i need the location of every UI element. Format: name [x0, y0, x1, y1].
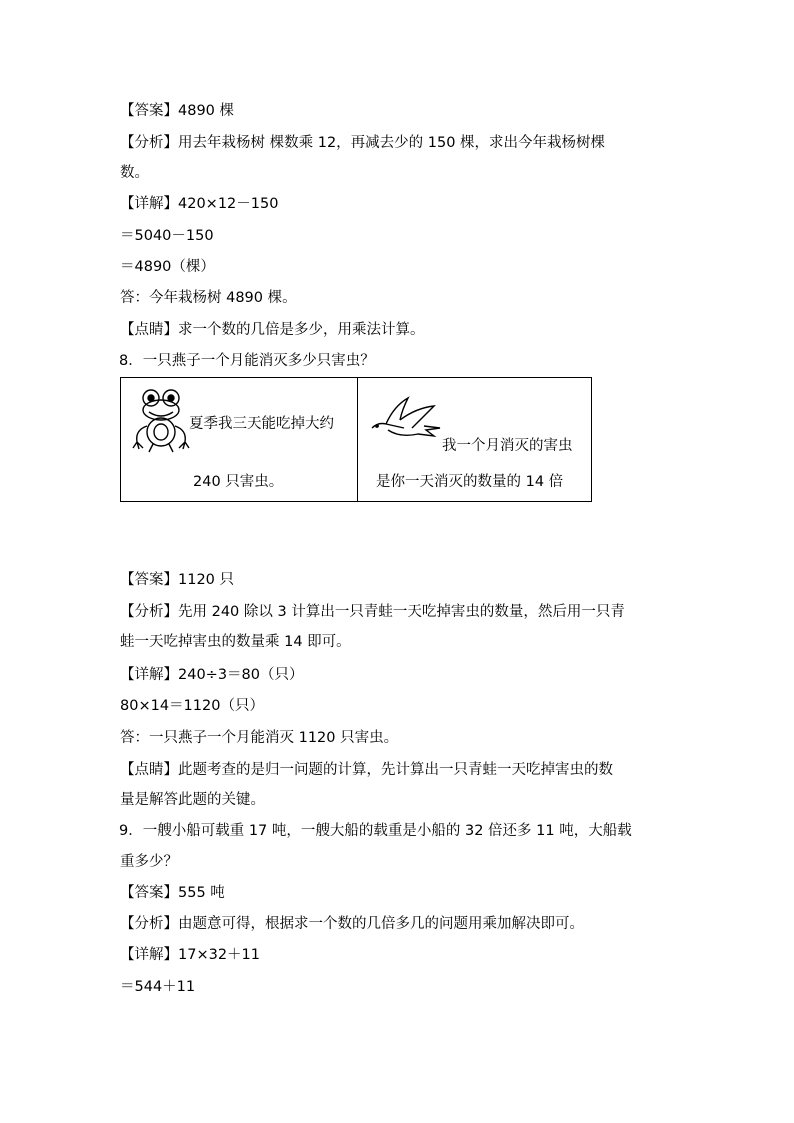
analysis-line-cont: 蛙一天吃掉害虫的数量乘 14 即可。	[120, 634, 351, 650]
analysis-line: 【分析】用去年栽杨树 棵数乘 12，再减去少的 150 棵，求出今年栽杨树棵	[120, 135, 606, 151]
answer-line: 【答案】1120 只	[120, 572, 235, 588]
tip-line: 【点睛】此题考查的是归一问题的计算，先计算出一只青蛙一天吃掉害虫的数	[120, 762, 613, 778]
calc-step: ＝4890（棵）	[120, 259, 215, 275]
detail-line: 【详解】240÷3＝80（只）	[120, 667, 304, 683]
tip-line-cont: 量是解答此题的关键。	[120, 792, 265, 808]
answer-statement: 答：今年栽杨树 4890 棵。	[120, 290, 297, 306]
swallow-cell	[358, 378, 591, 501]
detail-line: 【详解】420×12－150	[120, 196, 279, 212]
analysis-line: 【分析】先用 240 除以 3 计算出一只青蛙一天吃掉害虫的数量，然后用一只青	[120, 604, 625, 620]
swallow-icon	[368, 394, 448, 444]
answer-statement: 答：一只燕子一个月能消灭 1120 只害虫。	[120, 730, 399, 746]
answer-line: 【答案】555 吨	[120, 885, 225, 901]
calc-step: 80×14＝1120（只）	[120, 698, 264, 714]
answer-line: 【答案】4890 棵	[120, 103, 235, 119]
tip-line: 【点睛】求一个数的几倍是多少，用乘法计算。	[120, 322, 425, 338]
calc-step: ＝544＋11	[120, 979, 196, 995]
question-figure-table	[120, 377, 592, 502]
question-8: 8．一只燕子一个月能消灭多少只害虫？	[119, 353, 375, 369]
frog-icon	[129, 386, 193, 456]
swallow-speech-line2: 是你一天消灭的数量的 14 倍	[376, 474, 564, 490]
swallow-speech-line1: 我一个月消灭的害虫	[442, 438, 573, 454]
frog-speech-line1: 夏季我三天能吃掉大约	[189, 416, 334, 432]
analysis-line-cont: 数。	[120, 165, 149, 181]
detail-line: 【详解】17×32＋11	[120, 947, 261, 963]
question-9-cont: 重多少？	[120, 854, 178, 870]
analysis-line: 【分析】由题意可得，根据求一个数的几倍多几的问题用乘加解决即可。	[120, 916, 584, 932]
frog-cell	[121, 378, 358, 501]
question-9: 9．一艘小船可载重 17 吨，一艘大船的载重是小船的 32 倍还多 11 吨，大船载	[119, 823, 632, 839]
frog-speech-line2: 240 只害虫。	[193, 474, 284, 490]
calc-step: ＝5040－150	[120, 228, 214, 244]
